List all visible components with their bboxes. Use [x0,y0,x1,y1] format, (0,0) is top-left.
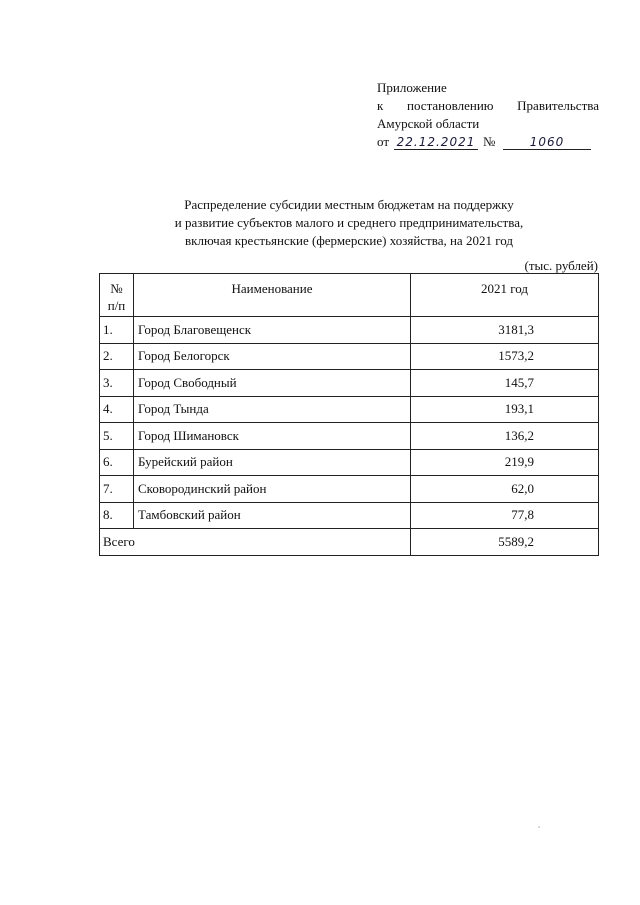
row-name: Город Шимановск [134,423,411,450]
table-row [100,396,599,423]
table-row [100,343,599,370]
row-name: Город Белогорск [134,343,411,370]
appendix-block [377,79,599,151]
row-number: 8. [100,502,134,529]
row-number: 5. [100,423,134,450]
row-number: 4. [100,396,134,423]
subsidy-table [99,273,599,556]
title-line: Распределение субсидии местным бюджетам на поддержку [184,197,514,212]
row-name: Город Свободный [134,370,411,397]
number-prefix: № [483,134,496,149]
total-value: 5589,2 [411,529,599,556]
row-number: 1. [100,317,134,344]
appendix-word: к [377,98,384,113]
appendix-decree-line [377,97,599,115]
appendix-word: постановлению [407,98,494,113]
table-row [100,370,599,397]
row-number: 6. [100,449,134,476]
row-number: 2. [100,343,134,370]
row-value: 62,0 [411,476,599,503]
document-title [100,196,598,250]
scan-speck [538,826,540,828]
table-row [100,317,599,344]
row-value: 3181,3 [411,317,599,344]
appendix-title: Приложение [377,80,447,95]
handwritten-number: 1060 [503,133,591,150]
row-name: Тамбовский район [134,502,411,529]
appendix-reference-line [377,133,599,151]
header-year: 2021 год [411,274,599,317]
handwritten-date: 22.12.2021 [394,133,478,150]
total-label: Всего [100,529,411,556]
title-line: включая крестьянские (фермерские) хозяйства, на 2021 год [185,233,513,248]
row-name: Город Благовещенск [134,317,411,344]
header-number-sign: № [110,281,123,296]
row-name: Бурейский район [134,449,411,476]
row-number: 7. [100,476,134,503]
header-number-abbr: п/п [107,298,126,313]
row-name: Город Тында [134,396,411,423]
header-name: Наименование [134,274,411,317]
table-row [100,449,599,476]
row-number: 3. [100,370,134,397]
row-value: 219,9 [411,449,599,476]
row-value: 77,8 [411,502,599,529]
title-line: и развитие субъектов малого и среднего предпринимательства, [174,215,524,230]
table-row [100,423,599,450]
date-prefix: от [377,134,390,149]
total-row [100,529,599,556]
appendix-word: Правительства [517,98,599,113]
row-value: 145,7 [411,370,599,397]
row-value: 136,2 [411,423,599,450]
header-number [100,274,134,317]
row-value: 193,1 [411,396,599,423]
table-row [100,476,599,503]
appendix-region: Амурской области [377,116,480,131]
table-row [100,502,599,529]
table-header-row [100,274,599,317]
row-value: 1573,2 [411,343,599,370]
units-label: (тыс. рублей) [524,258,598,273]
row-name: Сковородинский район [134,476,411,503]
